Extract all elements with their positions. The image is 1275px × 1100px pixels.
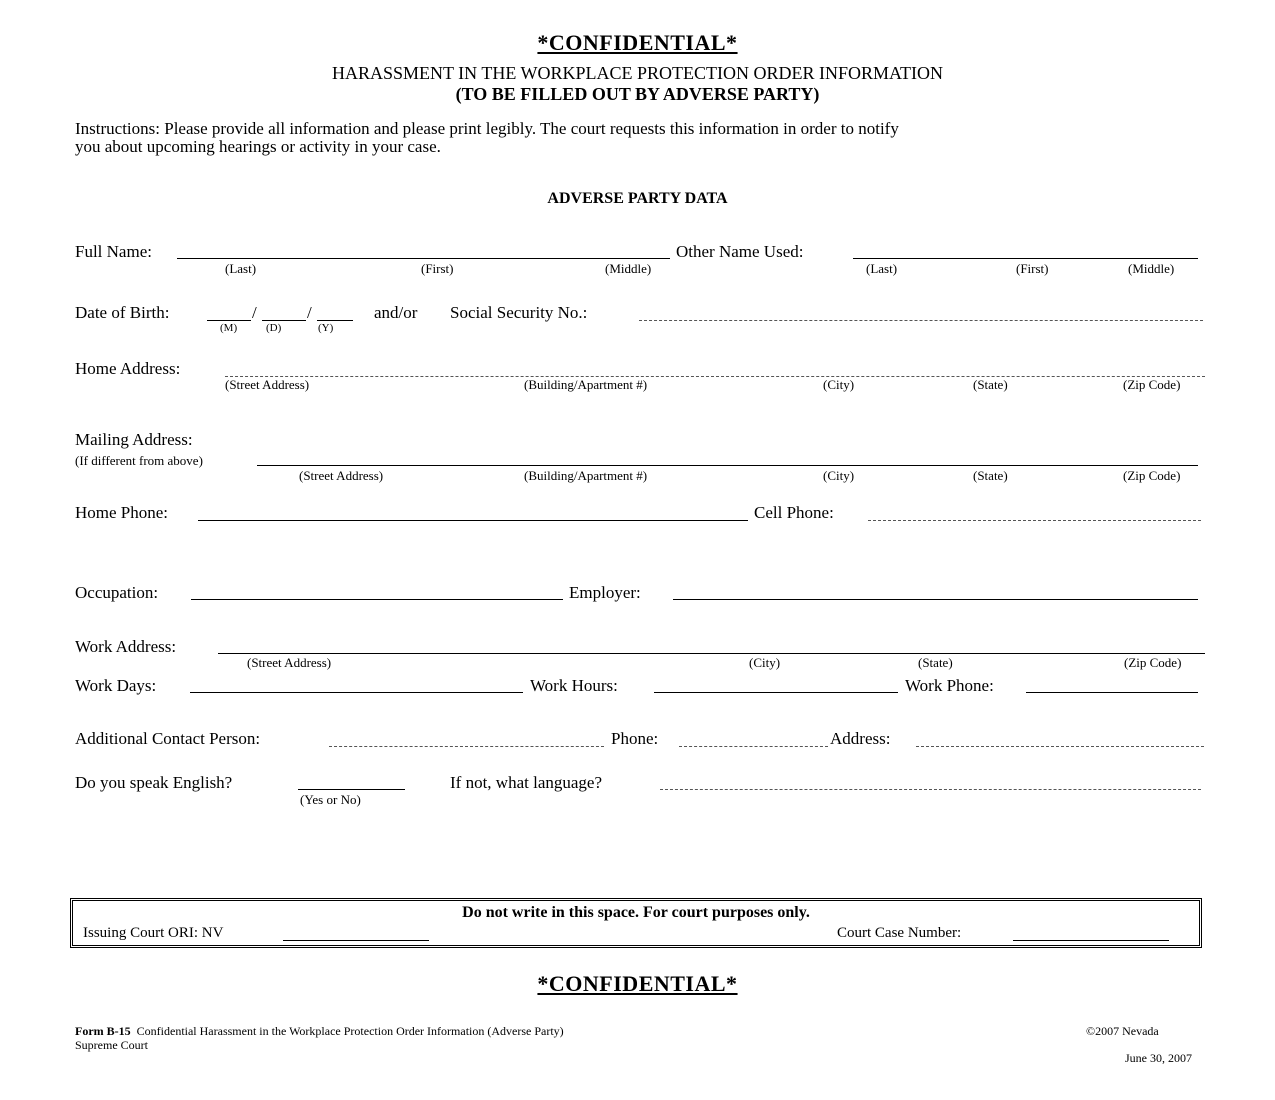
full-name-field[interactable] [177, 258, 670, 259]
work-address-field[interactable] [218, 653, 1205, 654]
dob-slash-2: / [307, 303, 312, 322]
instructions-line-1: Instructions: Please provide all information and please print legibly. The court requests this information in order to notify [75, 119, 899, 138]
contact-address-field[interactable] [916, 746, 1204, 747]
home-zip-caption: (Zip Code) [1123, 377, 1181, 392]
contact-phone-label: Phone: [611, 729, 659, 748]
work-street-caption: (Street Address) [247, 655, 332, 670]
work-phone-label: Work Phone: [905, 676, 994, 695]
work-zip-caption: (Zip Code) [1124, 655, 1182, 670]
full-name-middle-caption: (Middle) [605, 261, 652, 276]
mail-state-caption: (State) [973, 468, 1008, 483]
speak-english-field[interactable] [298, 789, 405, 790]
language-field[interactable] [660, 789, 1201, 790]
full-name-label: Full Name: [75, 242, 152, 261]
home-city-caption: (City) [823, 377, 855, 392]
other-name-middle-caption: (Middle) [1128, 261, 1175, 276]
court-box-title: Do not write in this space. For court purposes only. [462, 904, 810, 921]
home-state-caption: (State) [973, 377, 1008, 392]
form-date: June 30, 2007 [1125, 1051, 1192, 1065]
home-building-caption: (Building/Apartment #) [524, 377, 648, 392]
contact-address-label: Address: [830, 729, 891, 748]
other-name-field[interactable] [853, 258, 1198, 259]
court-case-number-label: Court Case Number: [837, 925, 962, 941]
dob-m-caption: (M) [220, 322, 238, 334]
form-description: Confidential Harassment in the Workplace Protection Order Information (Adverse Party) [136, 1024, 564, 1038]
ssn-label: Social Security No.: [450, 303, 588, 322]
mailing-address-field[interactable] [257, 465, 1198, 466]
instructions-line-2: you about upcoming hearings or activity in your case. [75, 137, 441, 156]
court-use-box [70, 898, 1202, 948]
language-label: If not, what language? [450, 773, 602, 792]
court-ori-field[interactable] [283, 940, 429, 941]
full-name-last-caption: (Last) [225, 261, 257, 276]
dob-d-caption: (D) [266, 322, 282, 334]
occupation-field[interactable] [191, 599, 563, 600]
contact-phone-field[interactable] [679, 746, 828, 747]
home-street-caption: (Street Address) [225, 377, 310, 392]
mail-building-caption: (Building/Apartment #) [524, 468, 648, 483]
work-hours-field[interactable] [654, 692, 898, 693]
mail-street-caption: (Street Address) [299, 468, 384, 483]
work-city-caption: (City) [749, 655, 781, 670]
dob-year-field[interactable] [317, 320, 353, 321]
home-address-label: Home Address: [75, 359, 181, 378]
ssn-field[interactable] [639, 320, 1203, 321]
copyright-label: ©2007 Nevada [1086, 1024, 1159, 1038]
dob-month-field[interactable] [207, 320, 251, 321]
employer-field[interactable] [673, 599, 1198, 600]
dob-y-caption: (Y) [318, 322, 334, 334]
home-address-field[interactable] [225, 376, 1205, 377]
employer-label: Employer: [569, 583, 641, 602]
work-hours-label: Work Hours: [530, 676, 618, 695]
cell-phone-field[interactable] [868, 520, 1201, 521]
dob-slash-1: / [252, 303, 257, 322]
work-address-label: Work Address: [75, 637, 177, 656]
work-days-label: Work Days: [75, 676, 157, 695]
form-subtitle: (TO BE FILLED OUT BY ADVERSE PARTY) [455, 84, 820, 104]
form-footer-line [75, 1024, 564, 1039]
form-id: Form B-15 [75, 1024, 131, 1038]
form-title: HARASSMENT IN THE WORKPLACE PROTECTION ORDER INFORMATION [331, 63, 944, 83]
occupation-label: Occupation: [75, 583, 159, 602]
mail-zip-caption: (Zip Code) [1123, 468, 1181, 483]
work-state-caption: (State) [918, 655, 953, 670]
dob-day-field[interactable] [262, 320, 306, 321]
court-case-number-field[interactable] [1013, 940, 1169, 941]
other-name-label: Other Name Used: [676, 242, 804, 261]
full-name-first-caption: (First) [421, 261, 454, 276]
additional-contact-label: Additional Contact Person: [75, 729, 261, 748]
home-phone-label: Home Phone: [75, 503, 169, 522]
work-days-field[interactable] [190, 692, 523, 693]
if-different-caption: (If different from above) [75, 453, 203, 468]
confidential-header: *CONFIDENTIAL* [537, 30, 738, 55]
mailing-address-label: Mailing Address: [75, 430, 193, 449]
home-phone-field[interactable] [198, 520, 748, 521]
dob-label: Date of Birth: [75, 303, 170, 322]
work-phone-field[interactable] [1026, 692, 1198, 693]
speak-english-label: Do you speak English? [75, 773, 233, 792]
supreme-court-label: Supreme Court [75, 1038, 148, 1052]
yes-or-no-caption: (Yes or No) [300, 792, 361, 807]
cell-phone-label: Cell Phone: [754, 503, 834, 522]
additional-contact-field[interactable] [329, 746, 604, 747]
and-or-label: and/or [374, 303, 418, 322]
other-name-last-caption: (Last) [866, 261, 898, 276]
mail-city-caption: (City) [823, 468, 855, 483]
court-ori-label: Issuing Court ORI: NV [83, 925, 224, 941]
section-title: ADVERSE PARTY DATA [547, 190, 728, 207]
confidential-footer: *CONFIDENTIAL* [537, 971, 738, 996]
other-name-first-caption: (First) [1016, 261, 1049, 276]
